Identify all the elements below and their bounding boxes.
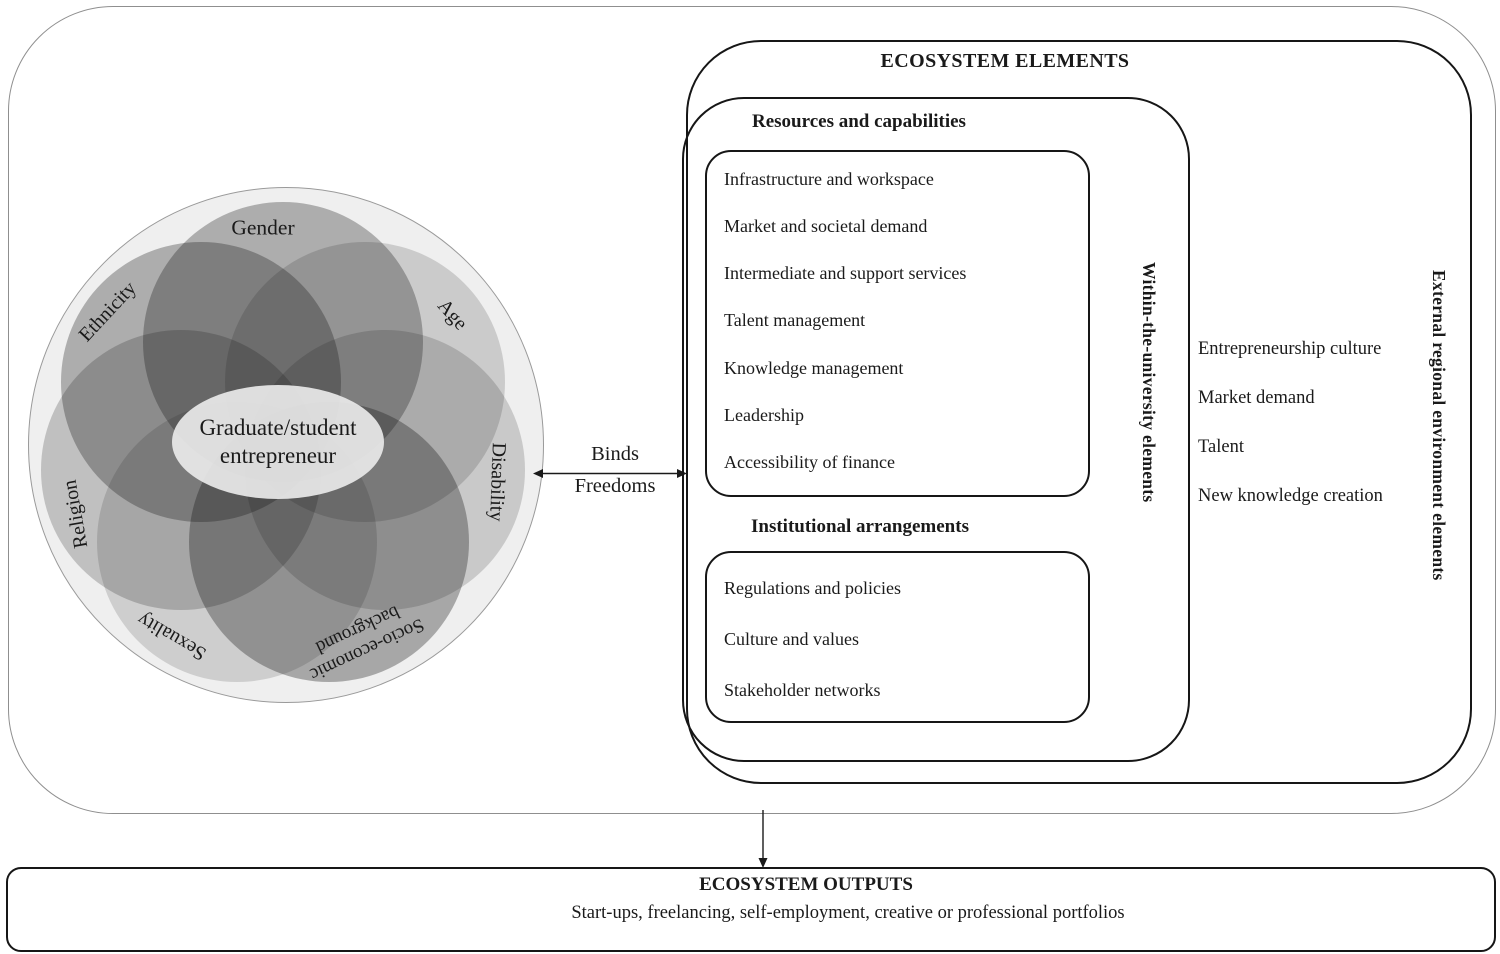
list-item: Accessibility of finance (724, 451, 895, 472)
institutional-box (705, 551, 1090, 723)
list-item: Entrepreneurship culture (1198, 339, 1382, 359)
list-item: Intermediate and support services (724, 263, 967, 284)
wheel-label-gender: Gender (231, 215, 295, 240)
external-elements-list (1198, 338, 1383, 507)
ecosystem-elements-title: ECOSYSTEM ELEMENTS (880, 50, 1130, 72)
list-item: New knowledge creation (1198, 486, 1383, 506)
list-item: Talent management (724, 310, 866, 331)
resources-box (705, 150, 1090, 497)
resources-heading: Resources and capabilities (752, 111, 966, 132)
list-item: Stakeholder networks (724, 680, 881, 700)
wheel-center-ellipse (172, 385, 384, 499)
wheel-center-line1: Graduate/student (199, 415, 357, 440)
wheel-label-disability: Disability (485, 442, 510, 522)
wheel-center-line2: entrepreneur (219, 443, 337, 468)
list-item: Culture and values (724, 629, 859, 649)
ecosystem-outputs-subtitle: Start-ups, freelancing, self-employment, creative or professional portfolios (571, 903, 1125, 923)
list-item: Market and societal demand (724, 216, 928, 237)
outputs-arrow (755, 810, 771, 868)
within-university-label: Within-the-university elements (1139, 262, 1159, 503)
binds-label: Binds (591, 443, 639, 465)
freedoms-label: Freedoms (574, 475, 656, 497)
list-item: Regulations and policies (724, 578, 901, 598)
institutional-heading: Institutional arrangements (751, 516, 969, 537)
list-item: Talent (1198, 437, 1244, 457)
wheel-label-sexuality: Sexuality (133, 608, 210, 665)
wheel-label-religion: Religion (58, 478, 93, 550)
wheel-label-ethnicity: Ethnicity (74, 277, 141, 346)
ecosystem-outputs-title: ECOSYSTEM OUTPUTS (699, 874, 913, 895)
list-item: Market demand (1198, 388, 1315, 408)
wheel-label-socio-economic: Socio-economic background (306, 601, 428, 686)
wheel-label-age: Age (433, 294, 472, 335)
list-item: Leadership (724, 404, 804, 425)
external-environment-label: External regional environment elements (1429, 270, 1449, 581)
list-item: Knowledge management (724, 357, 904, 378)
list-item: Infrastructure and workspace (724, 169, 934, 189)
